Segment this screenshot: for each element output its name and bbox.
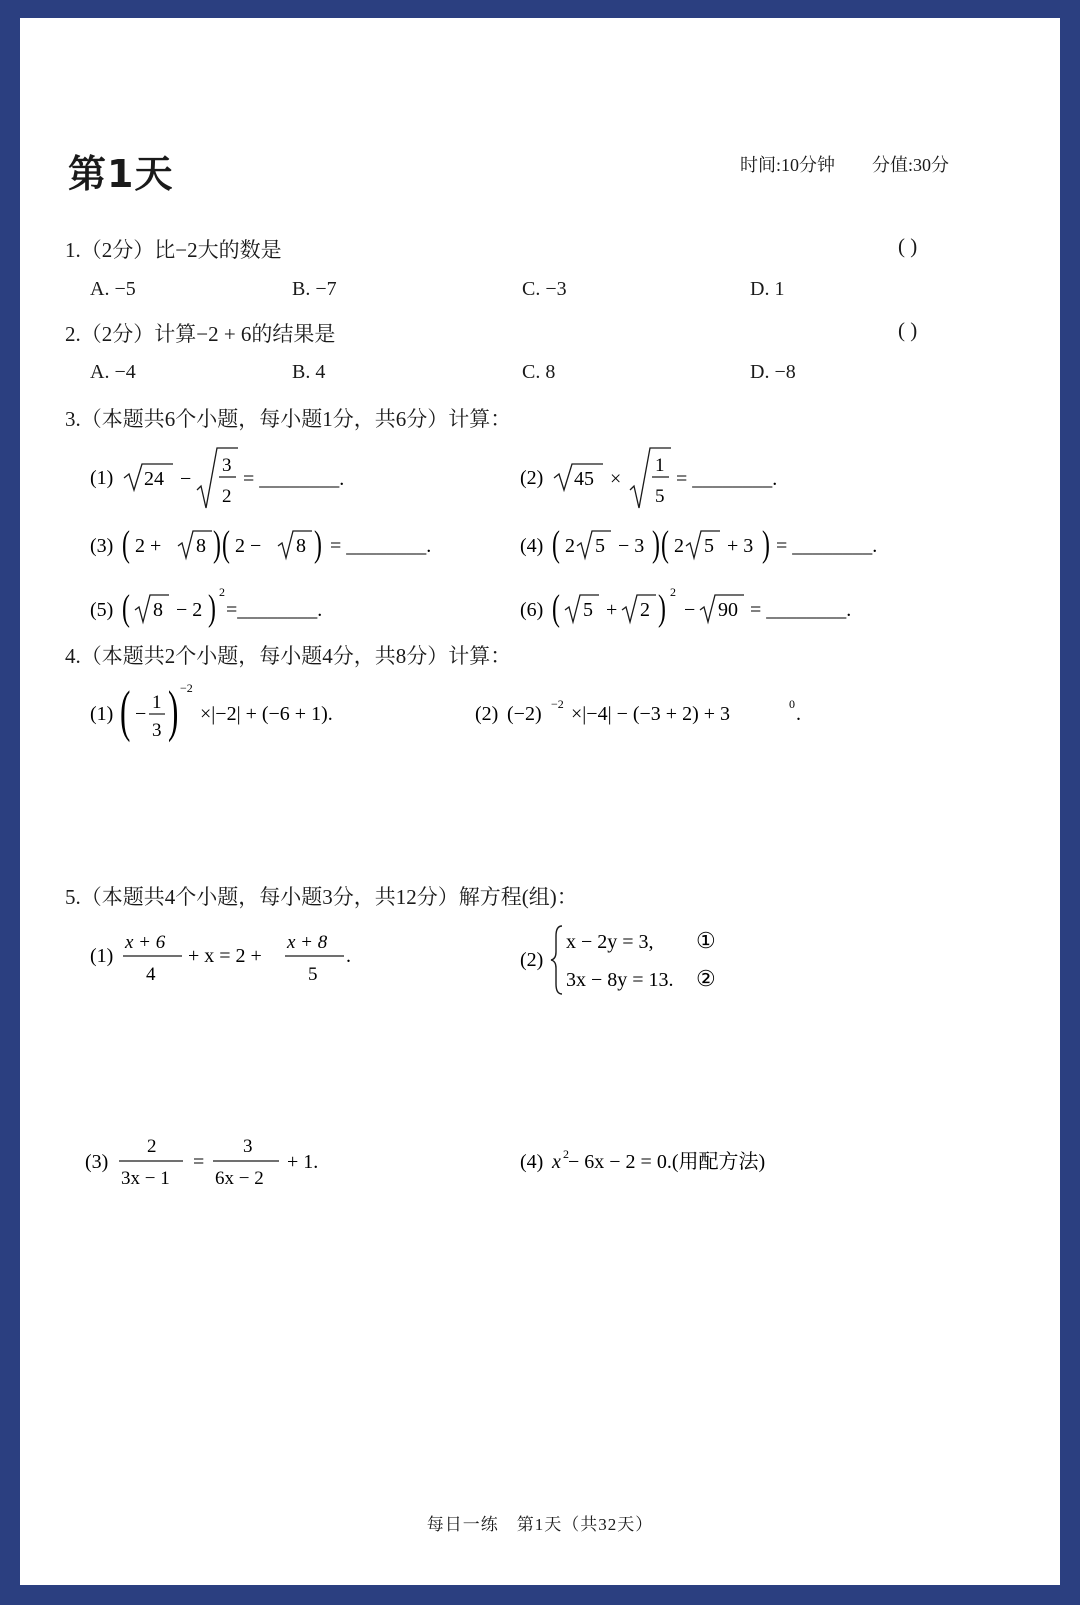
q2-answer-paren[interactable]: ( ) (898, 318, 918, 342)
q4-1-rest: ×|−2| + (−6 + 1). (200, 703, 333, 725)
q3-3-paren-close-2: ) (314, 522, 322, 565)
q1-option-a[interactable]: A. −5 (90, 278, 136, 300)
q5-item-1 (80, 920, 440, 990)
q3-5-paren-close: ) (208, 586, 216, 629)
q4-stem: 4.（本题共2个小题，每小题4分，共8分）计算： (65, 644, 512, 668)
q3-item-1 (80, 446, 380, 512)
q2-option-a[interactable]: A. −4 (90, 361, 136, 383)
q3-6-radical-1 (565, 595, 599, 622)
q5-1-num-1: x + 6 (125, 932, 166, 953)
q3-5-radicand: 8 (153, 599, 163, 621)
q5-3-den-2: 6x − 2 (215, 1168, 264, 1189)
q3-item-2 (510, 446, 830, 512)
q3-2-operator: × (610, 468, 622, 490)
q1-option-c[interactable]: C. −3 (522, 278, 567, 300)
q4-1-label: (1) (90, 703, 114, 725)
total-score: 分值:30分 (872, 155, 950, 175)
q2-option-b[interactable]: B. 4 (292, 361, 326, 383)
q5-1-num-2: x + 8 (287, 932, 328, 953)
q3-3-radical-2 (278, 531, 312, 558)
q3-4-radicand-1: 5 (595, 535, 605, 557)
q3-1-label: (1) (90, 467, 114, 489)
q1-answer-paren[interactable]: ( ) (898, 234, 918, 258)
q5-item-2 (510, 918, 830, 998)
q3-item-4 (510, 518, 930, 568)
q5-stem: 5.（本题共4个小题，每小题3分，共12分）解方程(组)： (65, 885, 578, 909)
q3-1-radicand-1: 24 (144, 468, 164, 490)
q3-3-paren-open-1: ( (122, 522, 130, 565)
q3-3-paren-open-2: ( (222, 522, 230, 565)
q4-2-exponent-2: 0 (789, 697, 795, 711)
q3-4-answer-blank: = ________. (776, 535, 878, 557)
q5-1-middle: + x = 2 + (188, 945, 262, 967)
q3-1-den: 2 (222, 486, 232, 507)
q3-2-label: (2) (520, 467, 544, 489)
q5-item-4 (510, 1126, 850, 1196)
q3-2-radical-2 (630, 448, 671, 508)
q5-1-den-2: 5 (308, 964, 318, 985)
q5-4-variable: x (552, 1151, 561, 1173)
q3-3-radical-1 (178, 531, 212, 558)
q3-5-radical (135, 595, 169, 622)
worksheet-page (20, 18, 1060, 1585)
q4-1-num: 1 (152, 692, 162, 713)
q3-6-answer-blank: = ________. (750, 599, 852, 621)
q5-1-tail: . (346, 945, 351, 967)
q5-2-label: (2) (520, 949, 544, 971)
q3-5-answer-blank: =________. (226, 599, 323, 621)
q4-1-paren-close: ) (168, 679, 179, 743)
q5-4-exponent: 2 (563, 1147, 569, 1161)
time-limit: 时间:10分钟 (740, 155, 836, 175)
q5-2-marker-1: ① (696, 928, 716, 953)
q4-item-2 (475, 678, 875, 748)
q3-5-paren-open: ( (122, 586, 130, 629)
q5-1-den-1: 4 (146, 964, 156, 985)
q3-4-term-1: − 3 (618, 535, 645, 557)
q3-4-paren-open-1: ( (552, 522, 560, 565)
q3-3-radicand-2: 8 (296, 535, 306, 557)
q5-3-num-2: 3 (243, 1136, 253, 1157)
q3-1-num: 3 (222, 455, 232, 476)
q4-2-exponent-1: −2 (551, 697, 564, 711)
q3-1-radical-2 (197, 448, 238, 508)
q4-1-sign: − (135, 703, 147, 725)
q3-6-radicand-3: 90 (718, 599, 738, 621)
q3-item-5 (80, 578, 400, 632)
q5-3-den-1: 3x − 1 (121, 1168, 170, 1189)
q3-6-radicand-1: 5 (583, 599, 593, 621)
q5-3-label: (3) (85, 1151, 109, 1173)
q3-4-paren-open-2: ( (661, 522, 669, 565)
q3-item-3 (80, 518, 500, 568)
q2-stem: 2.（2分）计算−2 + 6的结果是 (65, 322, 336, 346)
q3-6-label: (6) (520, 599, 544, 621)
q3-stem: 3.（本题共6个小题，每小题1分，共6分）计算： (65, 407, 512, 431)
q3-4-radical-2 (686, 531, 720, 558)
q5-2-equation-2: 3x − 8y = 13. (566, 969, 674, 991)
q3-6-paren-close: ) (658, 586, 666, 629)
page-title: 第1天 (68, 152, 174, 196)
q3-1-operator: − (180, 468, 192, 490)
q1-option-b[interactable]: B. −7 (292, 278, 337, 300)
q3-6-operator-2: − (684, 599, 696, 621)
q3-6-exponent: 2 (670, 585, 676, 599)
q3-1-answer-blank: = ________. (243, 468, 345, 490)
q5-4-rest: − 6x − 2 = 0.(用配方法) (568, 1151, 766, 1173)
q3-3-term-b: 2 − (235, 535, 262, 557)
q5-1-label: (1) (90, 945, 114, 967)
q3-3-term-a: 2 + (135, 535, 162, 557)
q3-2-radicand-1: 45 (574, 468, 594, 490)
q3-4-radicand-2: 5 (704, 535, 714, 557)
q3-3-radicand-1: 8 (196, 535, 206, 557)
q3-6-paren-open: ( (552, 586, 560, 629)
q2-option-d[interactable]: D. −8 (750, 361, 796, 383)
q5-3-tail: + 1. (287, 1151, 319, 1173)
q4-2-label: (2) (475, 703, 499, 725)
q5-2-brace (551, 926, 562, 994)
q5-2-equation-1: x − 2y = 3, (566, 931, 654, 953)
q4-2-base: (−2) (507, 703, 542, 725)
q3-2-num: 1 (655, 455, 665, 476)
q3-5-label: (5) (90, 599, 114, 621)
q3-4-coef-2: 2 (674, 535, 684, 557)
q3-item-6 (510, 578, 930, 632)
q3-2-answer-blank: = ________. (676, 468, 778, 490)
q4-item-1 (80, 678, 440, 748)
q4-2-tail: . (796, 703, 801, 725)
q3-4-coef-1: 2 (565, 535, 575, 557)
q3-6-radical-2 (622, 595, 656, 622)
q4-1-paren-open: ( (120, 679, 131, 743)
q3-3-answer-blank: = ________. (330, 535, 432, 557)
q4-1-den: 3 (152, 720, 162, 741)
page-footer: 每日一练 第1天（共32天） (426, 1515, 654, 1534)
q4-2-expression: ×|−4| − (−3 + 2) + 3 (571, 703, 731, 725)
q4-1-exponent: −2 (180, 681, 193, 695)
q3-4-paren-close-2: ) (762, 522, 770, 565)
q3-4-label: (4) (520, 535, 544, 557)
q2-option-c[interactable]: C. 8 (522, 361, 556, 383)
q5-4-label: (4) (520, 1151, 544, 1173)
q3-6-operator: + (606, 599, 618, 621)
q3-4-radical-1 (577, 531, 611, 558)
q3-4-paren-close-1: ) (652, 522, 660, 565)
q5-3-equals: = (193, 1151, 205, 1173)
q3-5-exponent: 2 (219, 585, 225, 599)
q3-3-paren-close-1: ) (213, 522, 221, 565)
q1-option-d[interactable]: D. 1 (750, 278, 785, 300)
q3-4-term-2: + 3 (727, 535, 754, 557)
q5-2-marker-2: ② (696, 966, 716, 991)
q3-6-radicand-2: 2 (640, 599, 650, 621)
q5-item-3 (75, 1126, 435, 1196)
q3-3-label: (3) (90, 535, 114, 557)
q5-3-num-1: 2 (147, 1136, 157, 1157)
q3-2-den: 5 (655, 486, 665, 507)
q1-stem: 1.（2分）比−2大的数是 (65, 238, 282, 262)
q3-5-term: − 2 (176, 599, 203, 621)
